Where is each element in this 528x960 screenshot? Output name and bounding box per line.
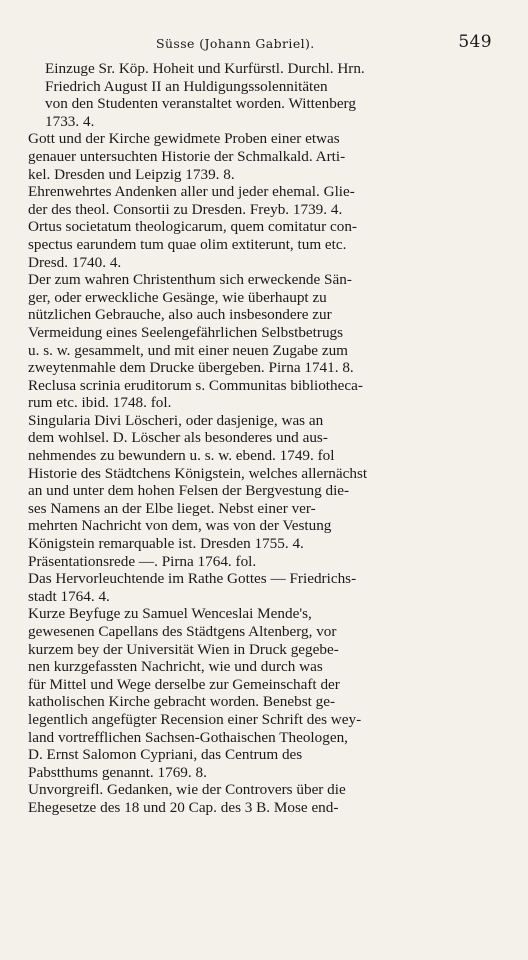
entry-line: land vortrefflichen Sachsen-Gothaischen Theologen, [28, 728, 348, 746]
entry-line: Friedrich August II an Huldigungssolennitäten [45, 77, 328, 95]
entry-line: Königstein remarquable ist. Dresden 1755. 4. [28, 535, 304, 553]
entry-line: Unvorgreifl. Gedanken, wie der Controvers über die [28, 781, 346, 799]
entry-line: gewesenen Capellans des Städtgens Altenberg, vor [28, 623, 337, 640]
entry-line: Ehrenwehrtes Andenken aller und jeder ehemal. Glie- [28, 183, 355, 201]
entry-line: Ortus societatum theologicarum, quem comitatur con- [28, 218, 357, 236]
entry-line: Gott und der Kirche gewidmete Proben einer etwas [28, 130, 340, 148]
entry-line: nen kurzgefassten Nachricht, wie und durch was [28, 658, 323, 676]
entry-line: legentlich angefügter Recension einer Schrift des wey- [28, 710, 362, 728]
entry-line: nützlichen Gebrauche, also auch insbesondere zur [28, 306, 332, 324]
bibliography-entry-das-hervorleuchtende [28, 570, 514, 605]
entry-line: mehrten Nachricht von dem, was von der Vestung [28, 517, 332, 535]
bibliography-entry-praesentationsrede [28, 553, 514, 571]
entry-line: Der zum wahren Christenthum sich erweckende Sän- [28, 271, 352, 289]
entry-line: Das Hervorleuchtende im Rathe Gottes — Friedrichs- [28, 570, 357, 588]
bibliography-entry-historie-des-staedtchens [28, 465, 514, 553]
bibliography-entry-unvorgreifl-gedanken [28, 781, 514, 816]
entry-line: der des theol. Consortii zu Dresden. Freyb. 1739. 4. [28, 200, 343, 218]
entry-line: Historie des Städtchens Königstein, welches allernächst [28, 464, 368, 482]
entry-line: katholischen Kirche gebracht worden. Benebst ge- [28, 693, 336, 711]
entry-line: kel. Dresden und Leipzig 1739. 8. [28, 165, 235, 183]
entry-line: genauer untersuchten Historie der Schmalkald. Arti- [28, 147, 346, 165]
bibliography-entry-ehrenwehrtes-andenken [28, 183, 514, 218]
entry-line: Ehegesetze des 18 und 20 Cap. des 3 B. Mose end- [28, 798, 339, 816]
running-title: Süsse (Johann Gabriel). [156, 36, 315, 51]
entry-line: Einzuge Sr. Köp. Hoheit und Kurfürstl. Durchl. Hrn. [45, 60, 365, 77]
entry-line: Singularia Divi Löscheri, oder dasjenige, was an [28, 411, 324, 429]
entry-line: Präsentationsrede —. Pirna 1764. fol. [28, 552, 257, 570]
entry-line: 1733. 4. [45, 112, 95, 130]
entry-line: dem wohlsel. D. Löscher als besonderes und aus- [28, 429, 328, 447]
entry-line: nehmendes zu bewundern u. s. w. ebend. 1749. fol [28, 447, 335, 465]
entry-line: Kurze Beyfuge zu Samuel Wenceslai Mende's, [28, 605, 312, 623]
entry-line: an und unter dem hohen Felsen der Bergvestung die- [28, 482, 350, 500]
entry-line: Dresd. 1740. 4. [28, 253, 122, 271]
bibliography-entry-singularia-divi-loescheri [28, 412, 514, 465]
entry-line: rum etc. ibid. 1748. fol. [28, 394, 172, 412]
entry-line: kurzem bey der Universität Wien in Druck gegebe- [28, 640, 339, 658]
entry-line: spectus earundem tum quae olim extiterunt, tum etc. [28, 235, 347, 253]
bibliography-entry-gott-und-der-kirche [28, 130, 514, 183]
entry-line: ses Namens an der Elbe lieget. Nebst einer ver- [28, 499, 316, 517]
entry-line: stadt 1764. 4. [28, 587, 110, 605]
entry-line: ger, oder erweckliche Gesänge, wie überhaupt zu [28, 288, 327, 306]
entry-line: Pabstthums genannt. 1769. 8. [28, 763, 207, 781]
entry-line: Vermeidung eines Seelengefährlichen Selbstbetrugs [28, 323, 344, 341]
page-header [28, 30, 514, 56]
bibliography-entry-der-zum-wahren-christenthum [28, 271, 514, 377]
entry-line: D. Ernst Salomon Cypriani, das Centrum des [28, 746, 303, 764]
bibliography-entry-ortus-societatum [28, 218, 514, 271]
page-number: 549 [458, 32, 492, 52]
entry-line: für Mittel und Wege derselbe zur Gemeinschaft der [28, 675, 340, 693]
entry-line: zweytenmahle dem Drucke übergeben. Pirna 1741. 8. [28, 359, 354, 377]
entry-line: Reclusa scrinia eruditorum s. Communitas bibliotheca- [28, 376, 363, 394]
bibliography-entry-einzuge [28, 60, 514, 130]
bibliography-entry-kurze-beyfuge [28, 605, 514, 781]
bibliography-entry-reclusa-scrinia [28, 377, 514, 412]
entry-line: u. s. w. gesammelt, und mit einer neuen Zugabe zum [28, 341, 348, 359]
bibliography-entries [28, 60, 514, 817]
entry-line: von den Studenten veranstaltet worden. Wittenberg [45, 95, 356, 113]
